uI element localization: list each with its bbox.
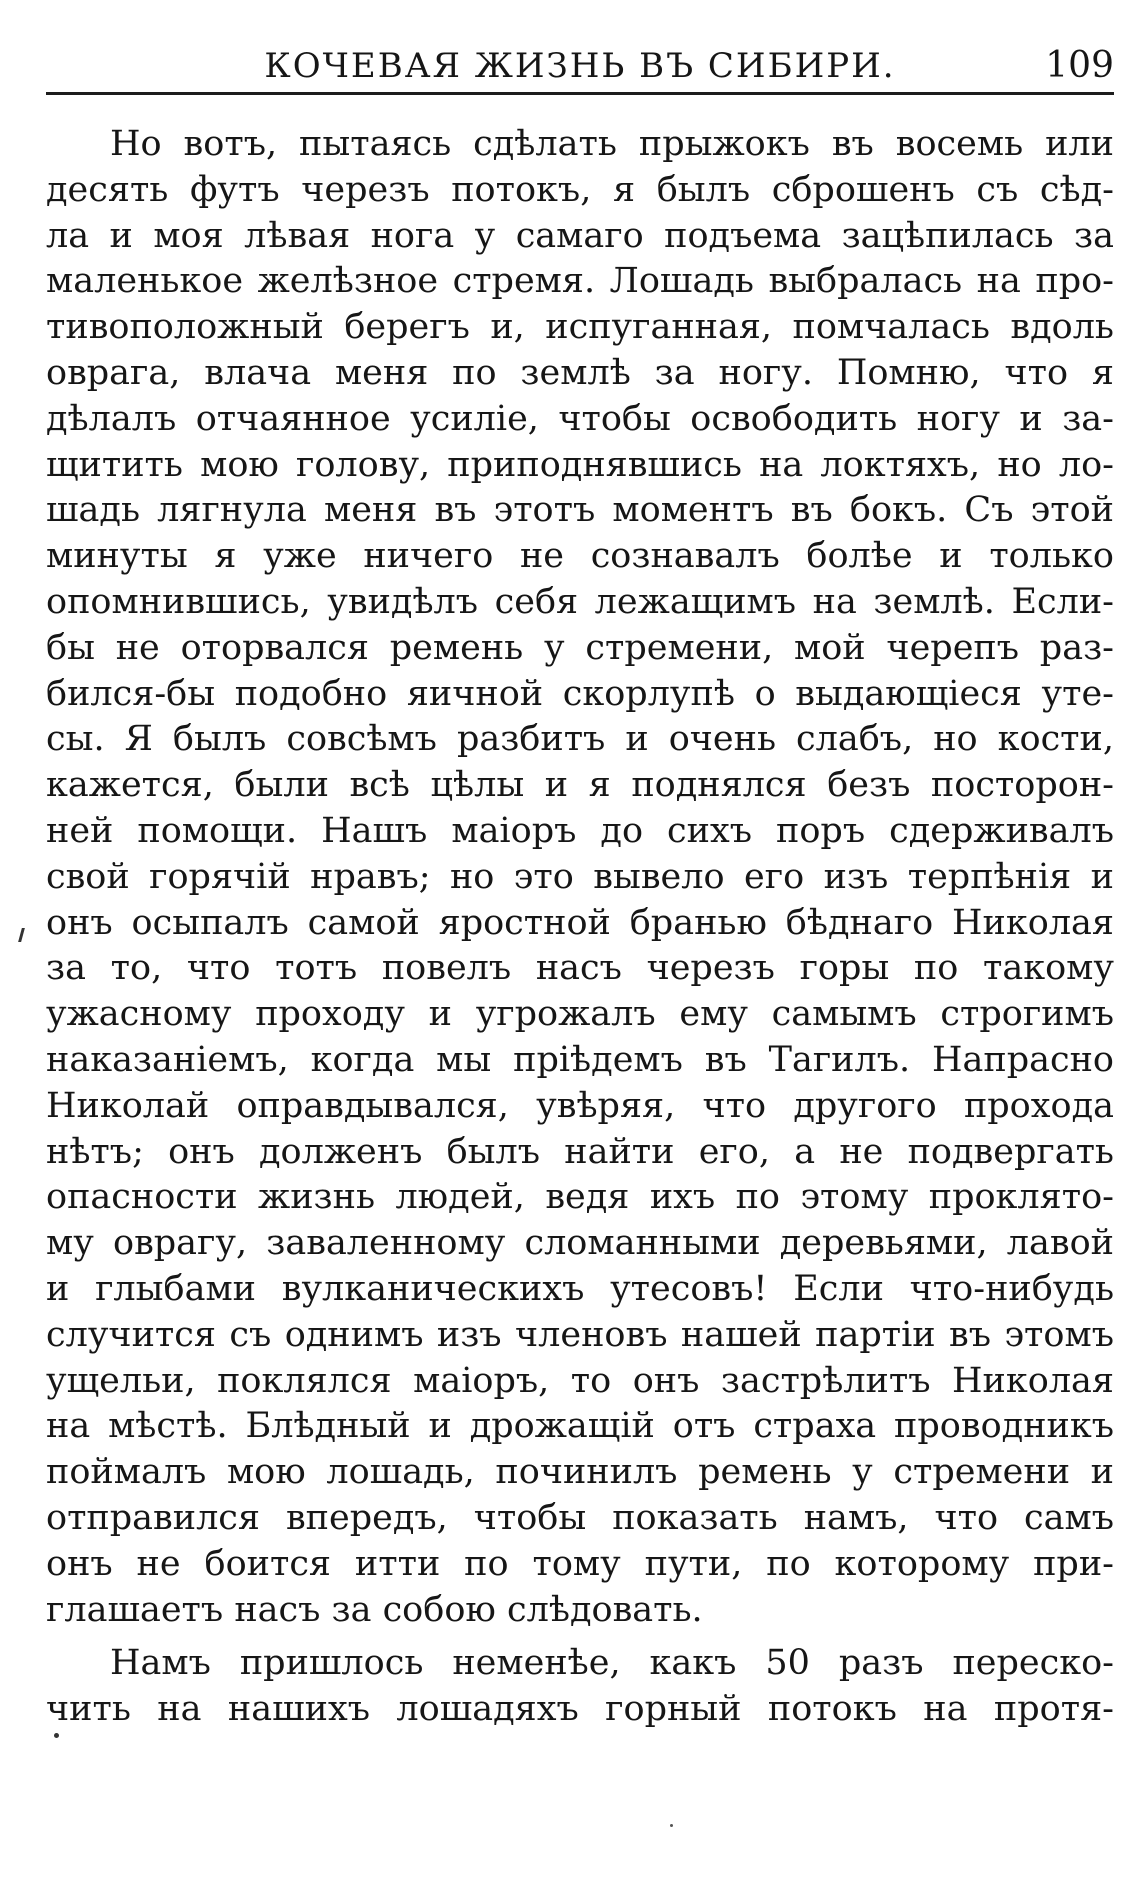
text-line: шадь лягнула меня въ этотъ моментъ въ бокъ. Съ этой: [46, 490, 1114, 531]
text-line: свой горячій нравъ; но это вывело его изъ терпѣнія и: [46, 856, 1114, 897]
text-line: за то, что тотъ повелъ насъ черезъ горы по такому: [46, 948, 1114, 989]
text-line: опасности жизнь людей, ведя ихъ по этому проклято-: [46, 1177, 1114, 1218]
text-line: десять футъ черезъ потокъ, я былъ сброшенъ съ сѣд-: [46, 169, 1114, 210]
text-line: опомнившись, увидѣлъ себя лежащимъ на землѣ. Если-: [46, 581, 1114, 622]
text-line: нѣтъ; онъ долженъ былъ найти его, а не подвергать: [46, 1131, 1114, 1172]
text-line: кажется, были всѣ цѣлы и я поднялся безъ посторон-: [46, 765, 1114, 806]
running-head-title: КОЧЕВАЯ ЖИЗНЬ ВЪ СИБИРИ.: [264, 46, 896, 86]
text-line: ужасному проходу и угрожалъ ему самымъ строгимъ: [46, 994, 1114, 1035]
text-line: чить на нашихъ лошадяхъ горный потокъ на протя-: [46, 1689, 1114, 1730]
paragraph: [46, 122, 1114, 1633]
text-line: и глыбами вулканическихъ утесовъ! Если что-нибудь: [46, 1268, 1114, 1309]
text-line: ней помощи. Нашъ маіоръ до сихъ поръ сдерживалъ: [46, 810, 1114, 851]
page-number: 109: [1045, 45, 1114, 86]
text-line: оврага, влача меня по землѣ за ногу. Помню, что я: [46, 352, 1114, 393]
text-line: отправился впередъ, чтобы показать намъ, что самъ: [46, 1497, 1114, 1538]
paragraph: [46, 1641, 1114, 1733]
text-line: сы. Я былъ совсѣмъ разбитъ и очень слабъ, но кости,: [46, 719, 1114, 760]
text-line: Николай оправдывался, увѣряя, что другого прохода: [46, 1085, 1114, 1126]
text-line: бился-бы подобно яичной скорлупѣ о выдающіеся уте-: [46, 673, 1114, 714]
margin-dot: [54, 1733, 59, 1738]
text-line: маленькое желѣзное стремя. Лошадь выбралась на про-: [46, 261, 1114, 302]
text-line: онъ не боится итти по тому пути, по которому при-: [46, 1543, 1114, 1584]
text-line: дѣлалъ отчаянное усиліе, чтобы освободить ногу и за-: [46, 398, 1114, 439]
margin-mark: [18, 928, 25, 942]
text-line: наказаніемъ, когда мы пріѣдемъ въ Тагилъ. Напрасно: [46, 1039, 1114, 1080]
text-line: поймалъ мою лошадь, починилъ ремень у стремени и: [46, 1452, 1114, 1493]
body-text: [46, 122, 1114, 1733]
text-line: ущельи, поклялся маіоръ, то онъ застрѣлитъ Николая: [46, 1360, 1114, 1401]
text-line: бы не оторвался ремень у стремени, мой черепъ раз-: [46, 627, 1114, 668]
text-line: ла и моя лѣвая нога у самаго подъема зацѣпилась за: [46, 215, 1114, 256]
text-line: Но вотъ, пытаясь сдѣлать прыжокъ въ восемь или: [110, 124, 1114, 164]
print-speck: [670, 1824, 673, 1827]
text-line: на мѣстѣ. Блѣдный и дрожащій отъ страха проводникъ: [46, 1406, 1114, 1447]
text-line: глашаетъ насъ за собою слѣдовать.: [46, 1589, 703, 1630]
text-line: му оврагу, заваленному сломанными деревьями, лавой: [46, 1223, 1114, 1264]
text-line: онъ осыпалъ самой яростной бранью бѣднаго Николая: [46, 902, 1114, 943]
text-line: случится съ однимъ изъ членовъ нашей партіи въ этомъ: [46, 1314, 1114, 1355]
text-line: минуты я уже ничего не сознавалъ болѣе и только: [46, 536, 1114, 577]
running-head: [46, 40, 1114, 92]
text-line: щитить мою голову, приподнявшись на локтяхъ, но ло-: [46, 444, 1114, 485]
text-line: тивоположный берегъ и, испуганная, помчалась вдоль: [46, 307, 1114, 348]
header-rule: [46, 92, 1114, 95]
text-line: Намъ пришлось неменѣе, какъ 50 разъ переско-: [110, 1643, 1114, 1684]
